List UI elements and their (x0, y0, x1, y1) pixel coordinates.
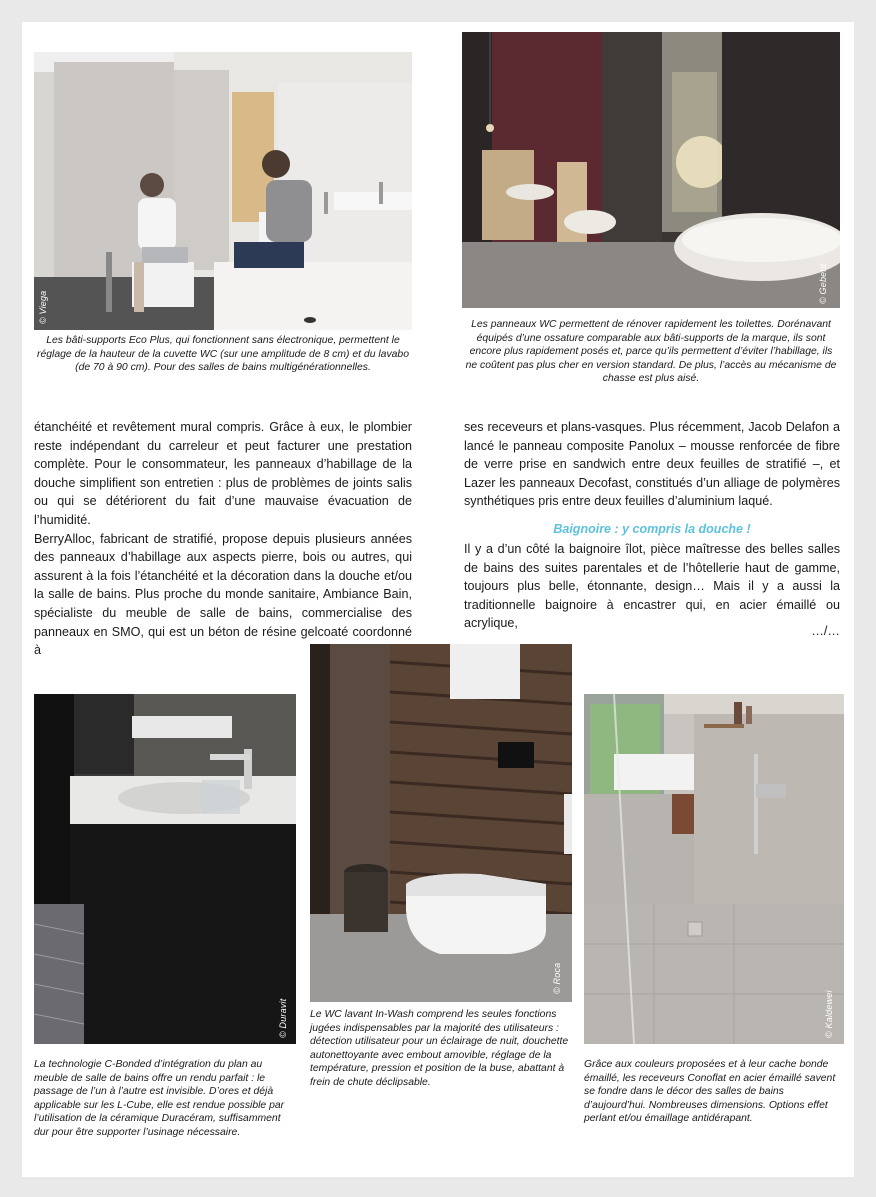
photo-viega-bathroom (34, 52, 412, 330)
caption-kaldewei: Grâce aux couleurs proposées et à leur cache bonde émaillé, les receveurs Conoflat en acier émaillé savent se fondre dans le décor des salles de bains d’aujourd’hui. Nombreuses dimensions. Options effet perlant et/ou émaillage antidérapant. (584, 1059, 836, 1125)
caption-geberit: Les panneaux WC permettent de rénover rapidement les toilettes. Dorénavant équipés d’une ossature comparable aux bâti-supports de la marque, ils sont encore plus rapidement posés et, parce qu’ils permettent d’éviter l’habillage, ils ne coûtent pas plus cher en version standard. De plus, l’accès au mécanisme de chasse est plus aisé. (465, 319, 837, 385)
photo-kaldewei-image (584, 694, 844, 1044)
photo-viega-image (34, 52, 412, 330)
photo-geberit-image (462, 32, 840, 308)
photo-roca-wc (310, 644, 572, 1002)
caption-roca: Le WC lavant In-Wash comprend les seules fonctions jugées indispensables par la majorité des utilisateurs : détection utilisateur pour un éclairage de nuit, douchette autonettoyante avec embout amovible, réglage de la température, pression et position de la buse, abattant à frein de chute déclipsable. (310, 1009, 569, 1088)
photo-duravit-washbasin (34, 694, 296, 1044)
photo-credit-geberit: © Geberit (818, 263, 828, 304)
article-paragraph-3: ses receveurs et plans-vasques. Plus récemment, Jacob Delafon a lancé le panneau composite Panolux – mousse renforcée de fibre de verre prise en sandwich entre deux feuilles de stratifié –, et Lazer les panneaux Decofast, constitués d’un alliage de polymères synthétiques pris entre deux feuilles d’aluminium laqué. (464, 420, 840, 509)
photo-credit-kaldewei: © Kaldewei (824, 990, 834, 1038)
photo-roca-image (310, 644, 572, 1002)
article-paragraph-4: Il y a d’un côté la baignoire îlot, pièce maîtresse des belles salles de bains des suites parentales et de l’hôtellerie haut de gamme, toujours plus belle, étonnante, design… Mais il y a aussi la traditionnelle baignoire à encastrer qui, en acier émaillé ou acrylique, (464, 542, 840, 631)
article-paragraph-1: étanchéité et revêtement mural compris. Grâce à eux, le plombier reste indépendant du carreleur et peut facturer une prestation complète. Pour le consommateur, les panneaux d’habillage de la douche simplifient son entretien : plus de problèmes de joints salis ou qui se détériorent du fait d’une mauvaise évacuation de l’humidité. (34, 420, 412, 527)
photo-credit-duravit: © Duravit (278, 998, 288, 1038)
continued-marker: …/… (811, 624, 840, 638)
caption-duravit: La technologie C-Bonded d’intégration du plan au meuble de salle de bains offre un rendu parfait : le passage de l’un à l’autre est invisible. D’ores et déjà applicable sur les L-Cube, elle est rendue possible par l’utilisation de la céramique Duracéram, suffisamment dur pour être supporter l’usinage nécessaire. (34, 1059, 285, 1138)
photo-credit-viega: © Viega (38, 290, 48, 324)
article-subheading: Baignoire : y compris la douche ! (553, 522, 751, 536)
photo-kaldewei-shower (584, 694, 844, 1044)
caption-viega: Les bâti-supports Eco Plus, qui fonctionnent sans électronique, permettent le réglage de la hauteur de la cuvette WC (sur une amplitude de 8 cm) et du lavabo (de 70 à 90 cm). Pour des salles de bains multigénérationnelles. (37, 335, 409, 374)
photo-geberit-bathroom (462, 32, 840, 308)
article-paragraph-2: BerryAlloc, fabricant de stratifié, propose depuis plusieurs années des panneaux d’habillage aux aspects pierre, bois ou autres, qui assurent à la fois l’étanchéité et la décoration dans la douche et/ou la salle de bains. Plus proche du monde sanitaire, Ambiance Bain, spécialiste du meuble de salle de bains, commercialise des panneaux en SMO, qui est un béton de résine gelcoaté coordonné à (34, 531, 412, 658)
article-right-column-bottom (464, 540, 840, 633)
article-right-column-top (464, 418, 840, 511)
article-left-column (34, 418, 412, 660)
magazine-page (22, 22, 854, 1177)
photo-duravit-image (34, 694, 296, 1044)
photo-credit-roca: © Roca (552, 962, 562, 994)
